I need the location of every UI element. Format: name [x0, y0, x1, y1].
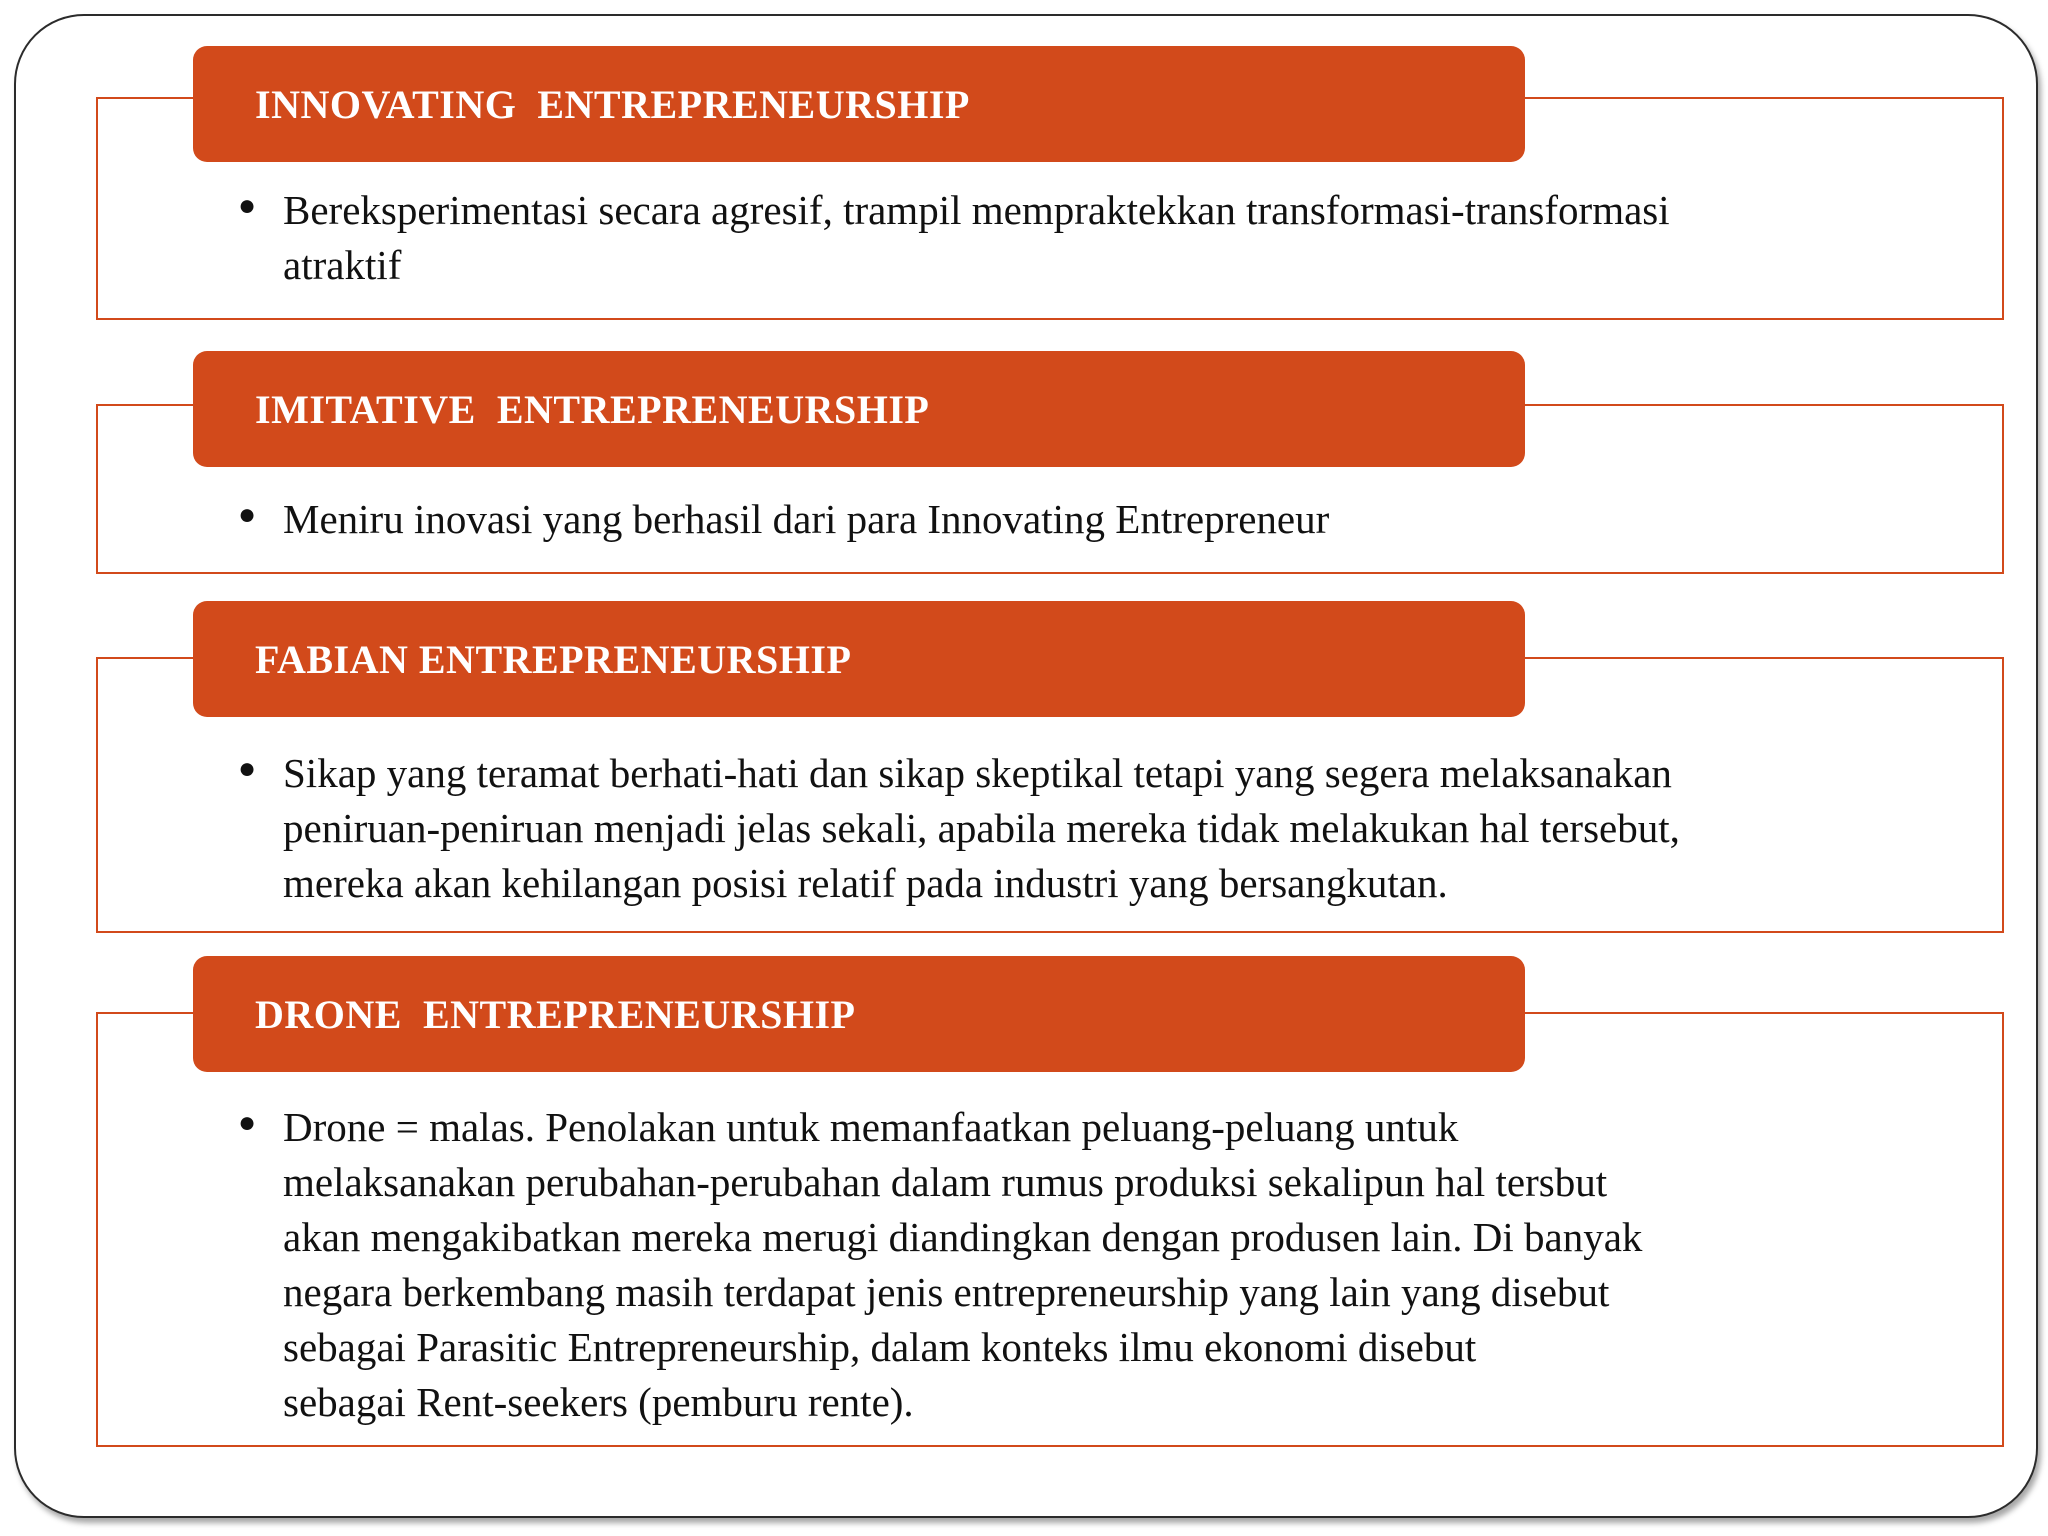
- bullet-line: negara berkembang masih terdapat jenis entrepreneurship yang lain yang disebut: [283, 1269, 1610, 1315]
- bullet-icon: ●: [238, 189, 257, 222]
- section-title: DRONE ENTREPRENEURSHIP: [255, 991, 856, 1037]
- bullet-line: mereka akan kehilangan posisi relatif pada industri yang bersangkutan.: [283, 860, 1448, 906]
- bullet-text: [283, 492, 1923, 547]
- bullet-line: akan mengakibatkan mereka merugi diandingkan dengan produsen lain. Di banyak: [283, 1214, 1643, 1260]
- section-header-fabian: [193, 601, 1525, 717]
- bullet-line: melaksanakan perubahan-perubahan dalam rumus produksi sekalipun hal tersbut: [283, 1159, 1608, 1205]
- bullet-icon: ●: [238, 1106, 257, 1139]
- bullet-line: atraktif: [283, 242, 402, 288]
- bullet-line: peniruan-peniruan menjadi jelas sekali, apabila mereka tidak melakukan hal tersebut,: [283, 805, 1680, 851]
- section-header-imitative: [193, 351, 1525, 467]
- section-title: FABIAN ENTREPRENEURSHIP: [255, 636, 852, 682]
- bullet-text: [283, 183, 1923, 293]
- bullet-text: [283, 746, 1923, 911]
- bullet-line: Sikap yang teramat berhati-hati dan sikap skeptikal tetapi yang segera melaksanakan: [283, 750, 1672, 796]
- section-title: IMITATIVE ENTREPRENEURSHIP: [255, 386, 930, 432]
- bullet-line: Bereksperimentasi secara agresif, trampil mempraktekkan transformasi-transformasi: [283, 187, 1670, 233]
- bullet-line: Drone = malas. Penolakan untuk memanfaatkan peluang-peluang untuk: [283, 1104, 1459, 1150]
- bullet-icon: ●: [238, 498, 257, 531]
- bullet-text: [283, 1100, 1923, 1430]
- bullet-icon: ●: [238, 752, 257, 785]
- section-title: INNOVATING ENTREPRENEURSHIP: [255, 81, 970, 127]
- section-header-drone: [193, 956, 1525, 1072]
- bullet-line: Meniru inovasi yang berhasil dari para Innovating Entrepreneur: [283, 496, 1330, 542]
- bullet-line: sebagai Rent-seekers (pemburu rente).: [283, 1379, 914, 1425]
- section-header-innovating: [193, 46, 1525, 162]
- bullet-line: sebagai Parasitic Entrepreneurship, dalam konteks ilmu ekonomi disebut: [283, 1324, 1477, 1370]
